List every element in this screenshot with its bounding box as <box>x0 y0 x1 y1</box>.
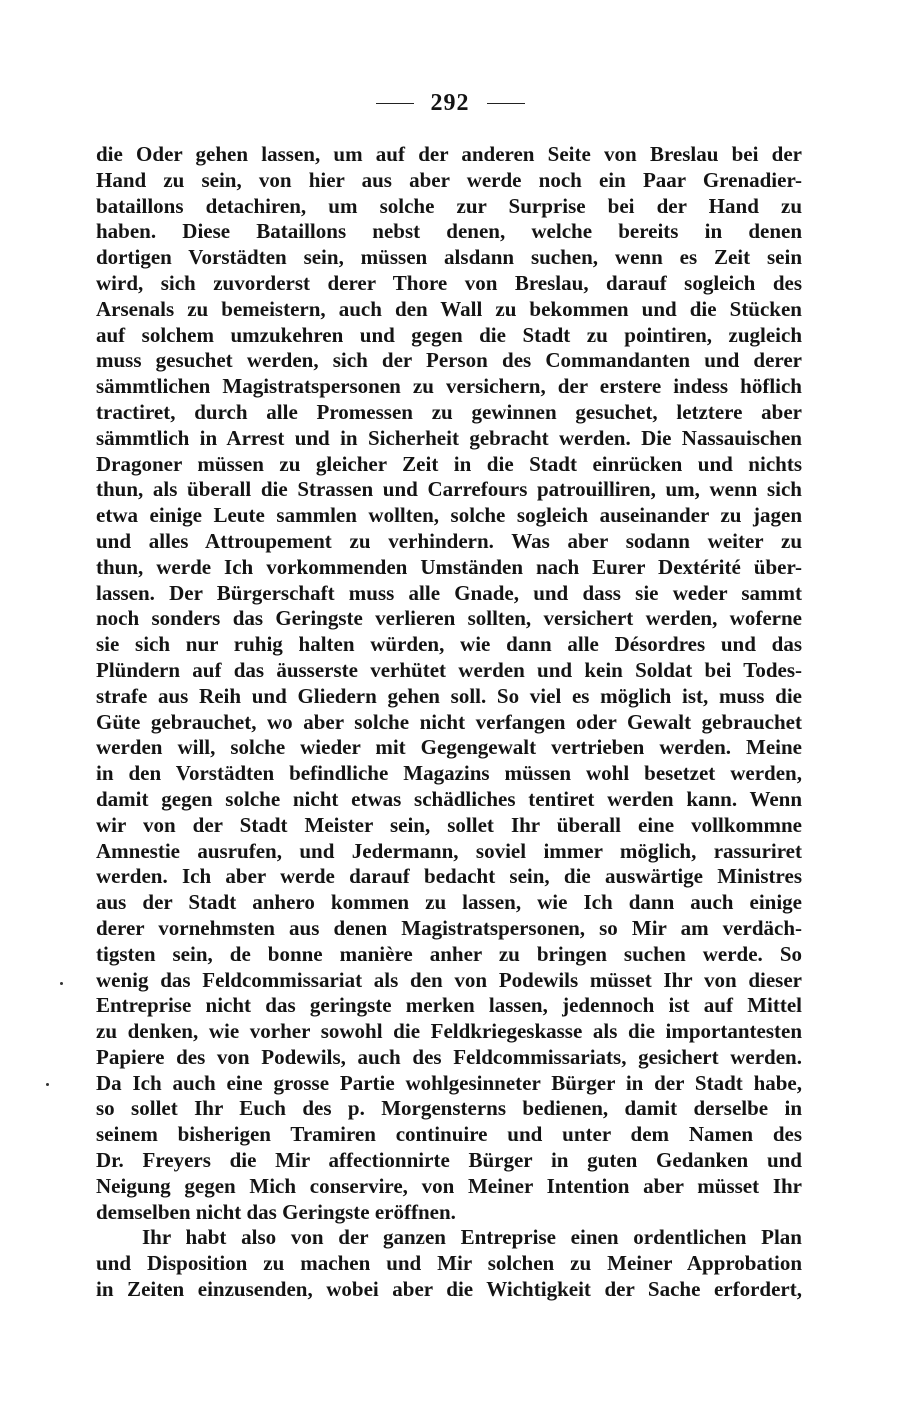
text-line: etwa einige Leute sammlen wollten, solche sogleich auseinander zu jagen <box>96 503 802 528</box>
text-line: und Disposition zu machen und Mir solchen zu Meiner Approbation <box>96 1251 802 1276</box>
text-line: strafe aus Reih und Gliedern gehen soll. So viel es möglich ist, muss die <box>96 683 802 708</box>
text-line: zu denken, wie vorher sowohl die Feldkriegeskasse als die importantesten <box>96 1019 802 1044</box>
text-line: Dragoner müssen zu gleicher Zeit in die Stadt einrücken und nichts <box>96 451 802 476</box>
margin-mark <box>46 1083 49 1086</box>
text-line: Hand zu sein, von hier aus aber werde noch ein Paar Grenadier- <box>96 167 802 192</box>
text-line: bataillons detachiren, um solche zur Surprise bei der Hand zu <box>96 193 802 218</box>
text-line: in Zeiten einzusenden, wobei aber die Wichtigkeit der Sache erfordert, <box>96 1277 802 1302</box>
text-line: wird, sich zuvorderst derer Thore von Breslau, darauf sogleich des <box>96 270 802 295</box>
text-line: Dr. Freyers die Mir affectionnirte Bürger in guten Gedanken und <box>96 1148 802 1173</box>
text-line: sie sich nur ruhig halten würden, wie dann alle Désordres und das <box>96 632 802 657</box>
margin-mark <box>60 982 63 985</box>
text-line: tractiret, durch alle Promessen zu gewinnen gesuchet, letztere aber <box>96 399 802 424</box>
text-line: die Oder gehen lassen, um auf der anderen Seite von Breslau bei der <box>96 142 802 166</box>
page-number: 292 <box>430 90 470 116</box>
text-line: damit gegen solche nicht etwas schädliches tentiret werden kann. Wenn <box>96 786 802 811</box>
text-line: haben. Diese Bataillons nebst denen, welche bereits in denen <box>96 219 802 244</box>
text-line: thun, als überall die Strassen und Carrefours patrouilliren, um, wenn sich <box>96 477 802 502</box>
text-line: Arsenals zu bemeistern, auch den Wall zu bekommen und die Stücken <box>96 296 802 321</box>
text-line: in den Vorstädten befindliche Magazins müssen wohl besetzet werden, <box>96 761 802 786</box>
text-line: muss gesuchet werden, sich der Person des Commandanten und derer <box>96 348 802 373</box>
text-line: thun, werde Ich vorkommenden Umständen nach Eurer Dextérité über- <box>96 554 802 579</box>
text-line: so sollet Ihr Euch des p. Morgensterns bedienen, damit derselbe in <box>96 1096 802 1121</box>
text-line: werden will, solche wieder mit Gegengewalt vertrieben werden. Meine <box>96 735 802 760</box>
text-line: auf solchem umzukehren und gegen die Stadt zu pointiren, zugleich <box>96 322 802 347</box>
text-line: Plündern auf das äusserste verhütet werden und kein Soldat bei Todes- <box>96 657 802 682</box>
text-line: Neigung gegen Mich conservire, von Meiner Intention aber müsset Ihr <box>96 1173 802 1198</box>
header-dash-right <box>487 103 525 104</box>
text-line: werden. Ich aber werde darauf bedacht sein, die auswärtige Ministres <box>96 864 802 889</box>
text-line: demselben nicht das Geringste eröffnen. <box>96 1199 456 1224</box>
text-line: sämmtlichen Magistratspersonen zu versichern, der erstere indess höflich <box>96 374 802 399</box>
header-dash-left <box>376 103 414 104</box>
text-line: seinem bisherigen Tramiren continuire und unter dem Namen des <box>96 1122 802 1147</box>
text-line: Papiere des von Podewils, auch des Feldcommissariats, gesichert werden. <box>96 1044 802 1069</box>
text-line: dortigen Vorstädten sein, müssen alsdann suchen, wenn es Zeit sein <box>96 245 802 270</box>
text-line: Da Ich auch eine grosse Partie wohlgesinneter Bürger in der Stadt habe, <box>96 1070 802 1095</box>
text-line: sämmtlich in Arrest und in Sicherheit gebracht werden. Die Nassauischen <box>96 425 802 450</box>
text-line: Ihr habt also von der ganzen Entreprise einen ordentlichen Plan <box>142 1225 802 1250</box>
text-line: Entreprise nicht das geringste merken lassen, jedennoch ist auf Mittel <box>96 993 802 1018</box>
text-line: lassen. Der Bürgerschaft muss alle Gnade, und dass sie weder sammt <box>96 580 802 605</box>
text-line: noch sonders das Geringste verlieren sollten, versichert werden, woferne <box>96 606 802 631</box>
text-line: Amnestie ausrufen, und Jedermann, soviel immer möglich, rassuriret <box>96 838 802 863</box>
text-line: Güte gebrauchet, wo aber solche nicht verfangen oder Gewalt gebrauchet <box>96 709 802 734</box>
text-line: wenig das Feldcommissariat als den von Podewils müsset Ihr von dieser <box>96 967 802 992</box>
body-text <box>96 142 802 1303</box>
text-line: aus der Stadt anhero kommen zu lassen, wie Ich dann auch einige <box>96 890 802 915</box>
text-line: wir von der Stadt Meister sein, sollet Ihr überall eine vollkommne <box>96 812 802 837</box>
text-line: derer vornehmsten aus denen Magistratspersonen, so Mir am verdäch- <box>96 915 802 940</box>
page-header <box>0 90 900 117</box>
text-line: und alles Attroupement zu verhindern. Was aber sodann weiter zu <box>96 528 802 553</box>
text-line: tigsten sein, de bonne manière anher zu bringen suchen werde. So <box>96 941 802 966</box>
